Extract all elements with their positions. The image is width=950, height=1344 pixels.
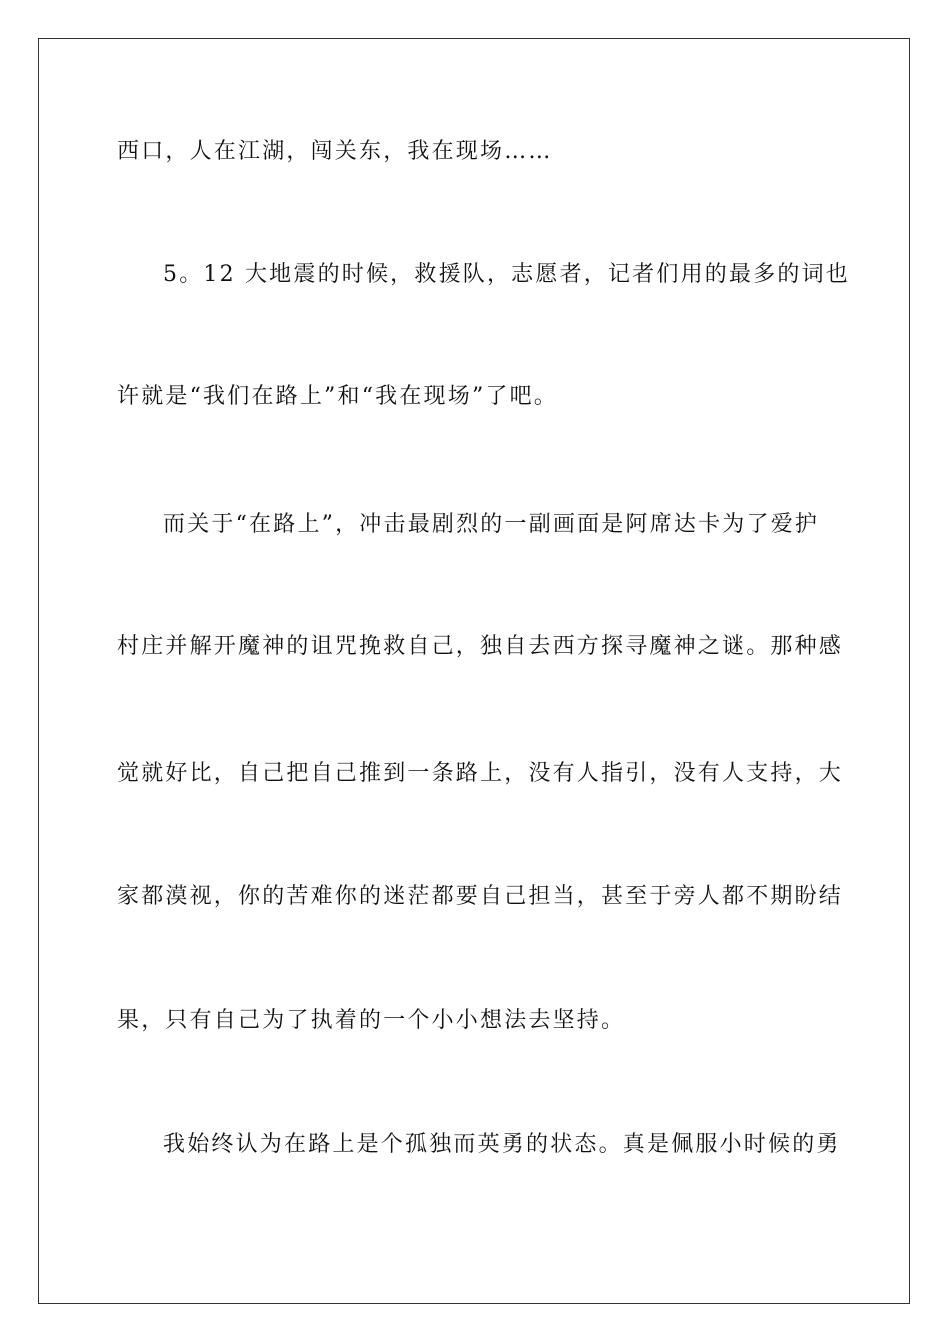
paragraph-start-line: 我始终认为在路上是个孤独而英勇的状态。真是佩服小时候的勇 [163,1132,841,1157]
body-text-line: 西口，人在江湖，闯关东，我在现场…… [117,139,553,164]
body-text-line: 村庄并解开魔神的诅咒挽救自己，独自去西方探寻魔神之谜。那种感 [117,634,844,659]
body-text-line: 家都漠视，你的苦难你的迷茫都要自己担当，甚至于旁人都不期盼结 [117,884,844,909]
body-text-line: 觉就好比，自己把自己推到一条路上，没有人指引，没有人支持，大 [117,761,844,786]
paragraph-start-line: 而关于“在路上”，冲击最剧烈的一副画面是阿席达卡为了爱护 [163,512,820,537]
paragraph-start-line: 5。12 大地震的时候，救援队，志愿者，记者们用的最多的词也 [163,262,850,287]
page-border [38,38,910,1304]
body-text-line: 果，只有自己为了执着的一个小小想法去坚持。 [117,1008,626,1033]
body-text-line: 许就是“我们在路上”和“我在现场”了吧。 [117,384,558,409]
